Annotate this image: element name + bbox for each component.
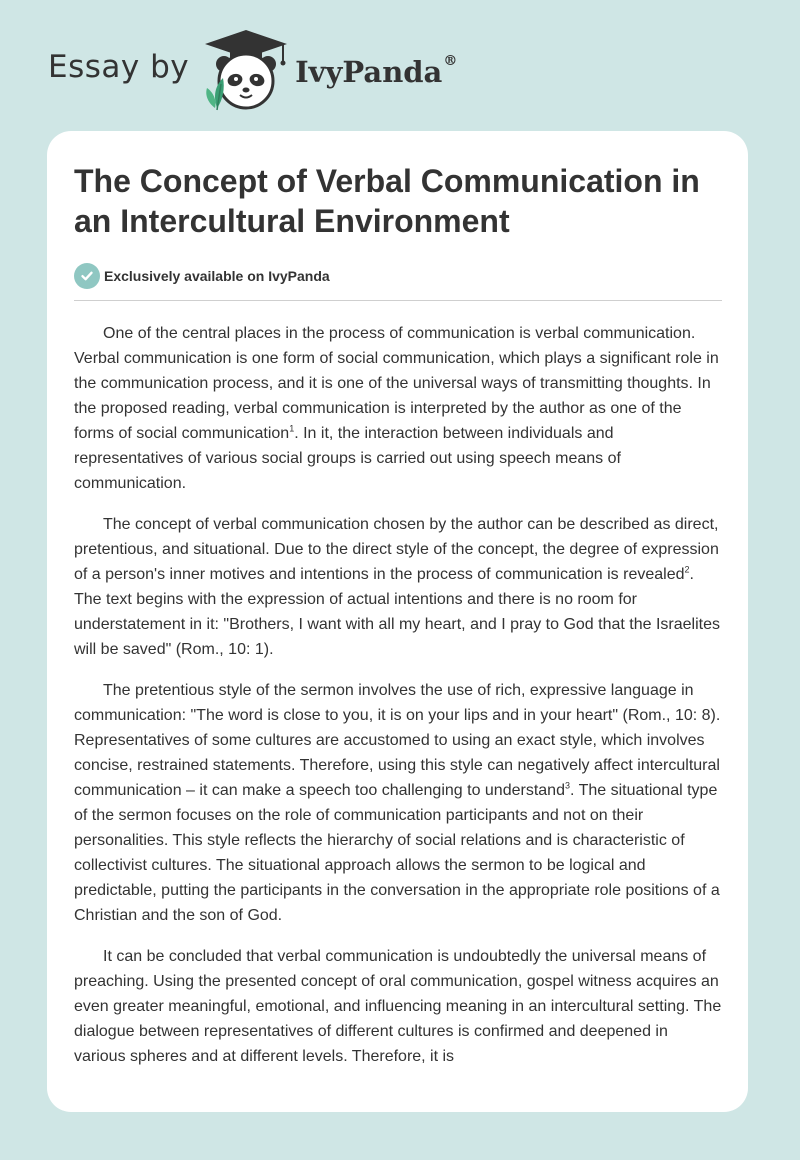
brand-name: [295, 55, 457, 89]
paragraph-2: The concept of verbal communication chosen by the author can be described as direct, pretentious, and situational. Due to the direct style of the concept, the degree of expression of a person's inner motives and intentions in the process of communication is revealed$^2$. The text begins with the expression of actual intentions and there is no room for understatement in it: "Brothers, I want with all my heart, and I pray to God that the Israelites will be saved" (Rom., 10: 1).: [74, 516, 720, 658]
exclusive-badge: [74, 263, 722, 289]
essay-card: [47, 131, 748, 1112]
brand-name-text: IvyPanda: [295, 55, 443, 89]
essay-by-label: Essay by: [48, 49, 190, 85]
footnote-ref-2[interactable]: 2: [684, 564, 690, 575]
footnote-ref-3[interactable]: 3: [564, 780, 570, 791]
panda-logo-icon: [203, 28, 289, 112]
exclusive-label: Exclusively available on IvyPanda: [104, 268, 330, 284]
paragraph-4: It can be concluded that verbal communication is undoubtedly the universal means of preaching. Using the presented concept of oral communication, gospel witness acquires an even greater meaningful, emotional, and influencing meaning in an intercultural setting. The dialogue between representatives of different cultures is confirmed and deepened in various spheres and at different levels. Therefore, it is: [74, 948, 722, 1065]
registered-mark: ®: [443, 53, 458, 69]
checkmark-icon: [74, 263, 100, 289]
page-title: The Concept of Verbal Communication in an Intercultural Environment: [74, 163, 700, 239]
footnote-ref-1[interactable]: 1: [289, 423, 295, 434]
paragraph-3: The pretentious style of the sermon involves the use of rich, expressive language in communication: "The word is close to you, it is on your lips and in your heart" (Rom., 10: 8). Representatives of some cultures are accustomed to using an exact style, which involves concise, restrained statements. Therefore, using this style can negatively affect intercultural communication – it can make a speech too challenging to understand$^3$. The situational type of the sermon focuses on the role of communication participants and not on their personalities. This style reflects the hierarchy of social relations and is characteristic of collectivist cultures. The situational approach allows the sermon to be logical and predictable, putting the participants in the conversation in the appropriate role positions of a Christian and the son of God.: [74, 682, 721, 924]
essay-body: [74, 321, 722, 1069]
divider: [74, 300, 722, 301]
paragraph-1: One of the central places in the process of communication is verbal communication. Verbal communication is one form of social communication, which plays a significant role in the communication process, and it is one of the universal ways of transmitting thoughts. In the proposed reading, verbal communication is interpreted by the author as one of the forms of social communication$^1$. In it, the interaction between individuals and representatives of various social groups is carried out using speech means of communication.: [74, 325, 719, 492]
site-header: [48, 28, 457, 112]
